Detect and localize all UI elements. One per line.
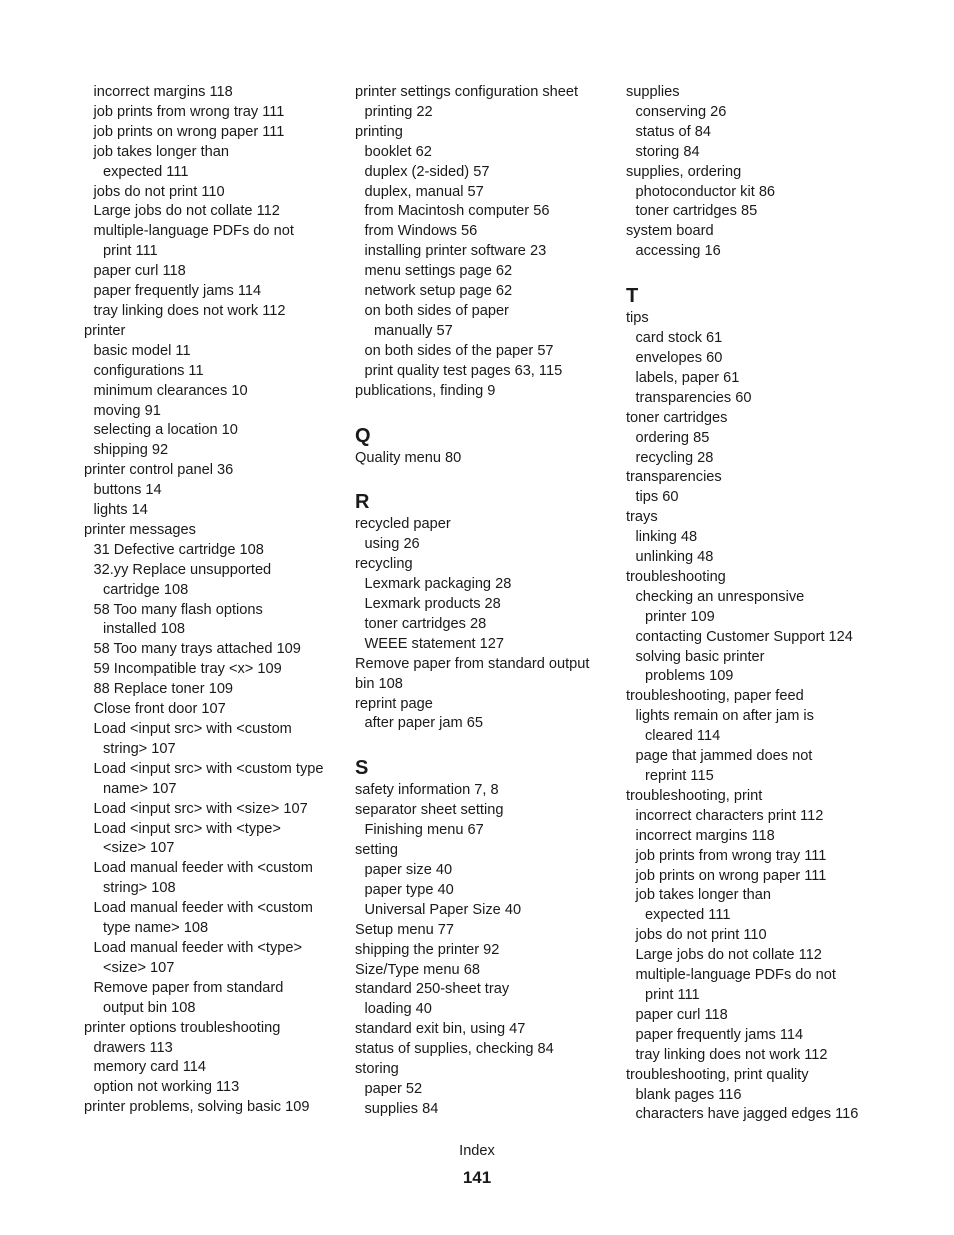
index-subentry: expected 111	[103, 163, 189, 180]
index-subentry: installing printer software 23	[364, 243, 547, 260]
index-subentry: toner cartridges 85	[635, 203, 758, 220]
index-subentry: network setup page 62	[364, 283, 513, 300]
index-subentry: Lexmark products 28	[364, 596, 501, 613]
index-subentry: booklet 62	[364, 143, 432, 160]
index-column-3	[626, 83, 906, 1125]
index-subentry: menu settings page 62	[364, 263, 513, 280]
index-subentry: lights remain on after jam is	[635, 708, 814, 725]
index-subentry: <size> 107	[103, 959, 175, 976]
index-entry: safety information 7, 8	[355, 782, 499, 799]
index-entry: Remove paper from standard output	[355, 655, 590, 672]
index-subentry: string> 107	[103, 740, 176, 757]
index-entry: publications, finding 9	[355, 382, 496, 399]
index-subentry: tray linking does not work 112	[635, 1046, 828, 1063]
index-subentry: paper curl 118	[635, 1006, 728, 1023]
index-subentry: loading 40	[364, 1001, 432, 1018]
index-subentry: duplex, manual 57	[364, 183, 484, 200]
index-entry: standard exit bin, using 47	[355, 1021, 526, 1038]
index-subentry: paper curl 118	[93, 263, 186, 280]
index-subentry: name> 107	[103, 780, 177, 797]
index-subentry: string> 108	[103, 880, 176, 897]
index-subentry: Remove paper from standard	[93, 979, 284, 996]
index-entry: troubleshooting	[626, 568, 726, 585]
index-subentry: paper frequently jams 114	[93, 283, 262, 300]
index-subentry: after paper jam 65	[364, 715, 483, 732]
index-subentry: incorrect margins 118	[93, 84, 233, 100]
index-subentry: cleared 114	[645, 728, 721, 745]
index-subentry: unlinking 48	[635, 549, 714, 566]
index-subentry: job prints from wrong tray 111	[635, 847, 827, 864]
index-subentry: solving basic printer	[635, 648, 765, 665]
index-subentry: configurations 11	[93, 362, 204, 379]
index-subentry: buttons 14	[93, 482, 162, 499]
index-subentry: photoconductor kit 86	[635, 183, 776, 200]
index-column-2	[355, 83, 617, 1120]
index-subentry: Lexmark packaging 28	[364, 576, 512, 593]
index-entry: recycling	[355, 556, 413, 573]
index-subentry: Universal Paper Size 40	[364, 901, 522, 918]
index-entry: troubleshooting, paper feed	[626, 688, 804, 705]
index-entry: printer messages	[84, 521, 196, 538]
index-subentry: toner cartridges 28	[364, 615, 487, 632]
index-subentry: manually 57	[374, 322, 453, 339]
index-subentry: using 26	[364, 536, 420, 553]
index-subentry: job prints on wrong paper 111	[93, 123, 285, 140]
index-entry: Setup menu 77	[355, 921, 454, 938]
index-subentry: print quality test pages 63, 115	[364, 362, 563, 379]
index-subentry: from Windows 56	[364, 223, 478, 240]
index-subentry: job takes longer than	[93, 143, 229, 160]
index-entry: printer options troubleshooting	[84, 1019, 281, 1036]
index-entry: supplies, ordering	[626, 163, 742, 180]
index-subentry: duplex (2-sided) 57	[364, 163, 490, 180]
index-subentry: Load <input src> with <custom	[93, 721, 292, 737]
index-subentry: paper size 40	[364, 862, 453, 878]
index-subentry: expected 111	[645, 907, 731, 924]
index-entry: setting	[355, 842, 398, 859]
index-subentry: Finishing menu 67	[364, 822, 484, 839]
index-subentry: tips 60	[635, 489, 679, 506]
index-subentry: 58 Too many trays attached 109	[93, 641, 301, 658]
index-subentry: storing 84	[635, 143, 700, 160]
index-subentry: recycling 28	[635, 449, 714, 466]
index-subentry: Load <input src> with <custom type	[93, 760, 324, 777]
index-subentry: card stock 61	[635, 330, 723, 347]
index-subentry: on both sides of paper	[364, 302, 509, 319]
index-subentry: job prints on wrong paper 111	[635, 867, 827, 884]
index-subentry: type name> 108	[103, 920, 209, 937]
index-subentry: checking an unresponsive	[635, 588, 805, 605]
index-subentry: 59 Incompatible tray <x> 109	[93, 661, 282, 678]
index-entry: tips	[626, 310, 649, 327]
index-subentry: Load manual feeder with <custom	[93, 900, 313, 917]
index-subentry: reprint 115	[645, 768, 714, 784]
footer-section-label: Index	[459, 1143, 495, 1159]
index-letter-heading: T	[626, 285, 639, 308]
index-subentry: moving 91	[93, 402, 161, 419]
index-entry: Quality menu 80	[355, 449, 462, 466]
index-subentry: cartridge 108	[103, 581, 189, 598]
index-subentry: WEEE statement 127	[364, 635, 505, 652]
index-entry: standard 250-sheet tray	[355, 981, 510, 998]
index-subentry: jobs do not print 110	[93, 183, 225, 200]
index-subentry: paper 52	[364, 1080, 423, 1097]
index-entry: bin 108	[355, 675, 403, 692]
index-subentry: basic model 11	[93, 342, 191, 359]
index-subentry: job prints from wrong tray 111	[93, 103, 285, 120]
index-subentry: blank pages 116	[635, 1086, 742, 1103]
index-subentry: <size> 107	[103, 840, 175, 857]
index-entry: printing	[355, 123, 403, 140]
index-subentry: lights 14	[93, 502, 148, 519]
index-subentry: transparencies 60	[635, 389, 752, 406]
index-subentry: ordering 85	[635, 429, 710, 446]
index-subentry: option not working 113	[93, 1079, 240, 1096]
index-subentry: problems 109	[645, 668, 734, 685]
index-entry: printer problems, solving basic 109	[84, 1099, 310, 1116]
index-subentry: page that jammed does not	[635, 748, 813, 765]
index-subentry: job takes longer than	[635, 887, 771, 904]
index-entry: transparencies	[626, 469, 722, 486]
page-number: 141	[462, 1168, 492, 1187]
index-subentry: Load manual feeder with <custom	[93, 860, 313, 877]
index-subentry: multiple-language PDFs do not	[93, 223, 294, 240]
index-entry: shipping the printer 92	[355, 941, 500, 958]
index-letter-heading: Q	[355, 424, 371, 447]
index-entry: trays	[626, 509, 658, 526]
index-entry: system board	[626, 223, 714, 240]
index-subentry: from Macintosh computer 56	[364, 203, 550, 220]
index-subentry: on both sides of the paper 57	[364, 342, 554, 359]
index-subentry: paper frequently jams 114	[635, 1026, 804, 1043]
index-subentry: selecting a location 10	[93, 422, 238, 439]
index-entry: printer	[84, 322, 126, 339]
index-subentry: printing 22	[364, 103, 433, 120]
index-subentry: shipping 92	[93, 442, 169, 459]
index-entry: toner cartridges	[626, 409, 728, 426]
index-entry: storing	[355, 1061, 399, 1078]
index-subentry: paper type 40	[364, 881, 454, 898]
index-entry: reprint page	[355, 695, 433, 712]
index-subentry: characters have jagged edges 116	[635, 1106, 859, 1123]
index-subentry: 31 Defective cartridge 108	[93, 541, 264, 558]
index-letter-heading: S	[355, 757, 369, 780]
index-entry: troubleshooting, print quality	[626, 1066, 809, 1083]
index-subentry: Large jobs do not collate 112	[93, 203, 280, 220]
index-subentry: printer 109	[645, 608, 715, 625]
index-column-1	[84, 83, 349, 1118]
index-subentry: incorrect characters print 112	[635, 807, 824, 824]
index-subentry: minimum clearances 10	[93, 382, 248, 399]
index-subentry: 88 Replace toner 109	[93, 681, 234, 698]
index-subentry: print 111	[645, 986, 700, 1003]
index-subentry: memory card 114	[93, 1059, 206, 1076]
index-letter-heading: R	[355, 491, 370, 514]
index-subentry: accessing 16	[635, 243, 721, 260]
index-subentry: 32.yy Replace unsupported	[93, 561, 272, 578]
index-entry: recycled paper	[355, 516, 451, 533]
index-subentry: jobs do not print 110	[635, 927, 767, 944]
index-entry: troubleshooting, print	[626, 787, 763, 804]
index-subentry: installed 108	[103, 621, 185, 638]
index-subentry: status of 84	[635, 123, 711, 140]
index-entry: printer control panel 36	[84, 462, 234, 479]
index-subentry: print 111	[103, 243, 158, 260]
index-entry: supplies	[626, 84, 680, 100]
index-subentry: Load <input src> with <size> 107	[93, 800, 308, 817]
index-subentry: drawers 113	[93, 1039, 173, 1056]
index-subentry: Close front door 107	[93, 701, 226, 718]
index-subentry: output bin 108	[103, 999, 196, 1016]
index-subentry: conserving 26	[635, 103, 727, 120]
index-subentry: 58 Too many flash options	[93, 601, 263, 618]
index-subentry: labels, paper 61	[635, 369, 740, 386]
index-subentry: supplies 84	[364, 1100, 439, 1117]
index-entry: status of supplies, checking 84	[355, 1041, 554, 1058]
index-entry: separator sheet setting	[355, 802, 504, 819]
index-subentry: envelopes 60	[635, 349, 723, 366]
index-subentry: Load <input src> with <type>	[93, 820, 281, 837]
index-subentry: contacting Customer Support 124	[635, 628, 853, 645]
index-subentry: Load manual feeder with <type>	[93, 939, 303, 956]
index-subentry: tray linking does not work 112	[93, 302, 286, 319]
index-subentry: linking 48	[635, 529, 698, 546]
index-subentry: incorrect margins 118	[635, 827, 775, 844]
index-entry: printer settings configuration sheet	[355, 84, 579, 100]
index-subentry: Large jobs do not collate 112	[635, 947, 822, 964]
index-entry: Size/Type menu 68	[355, 961, 480, 978]
index-subentry: multiple-language PDFs do not	[635, 967, 836, 984]
